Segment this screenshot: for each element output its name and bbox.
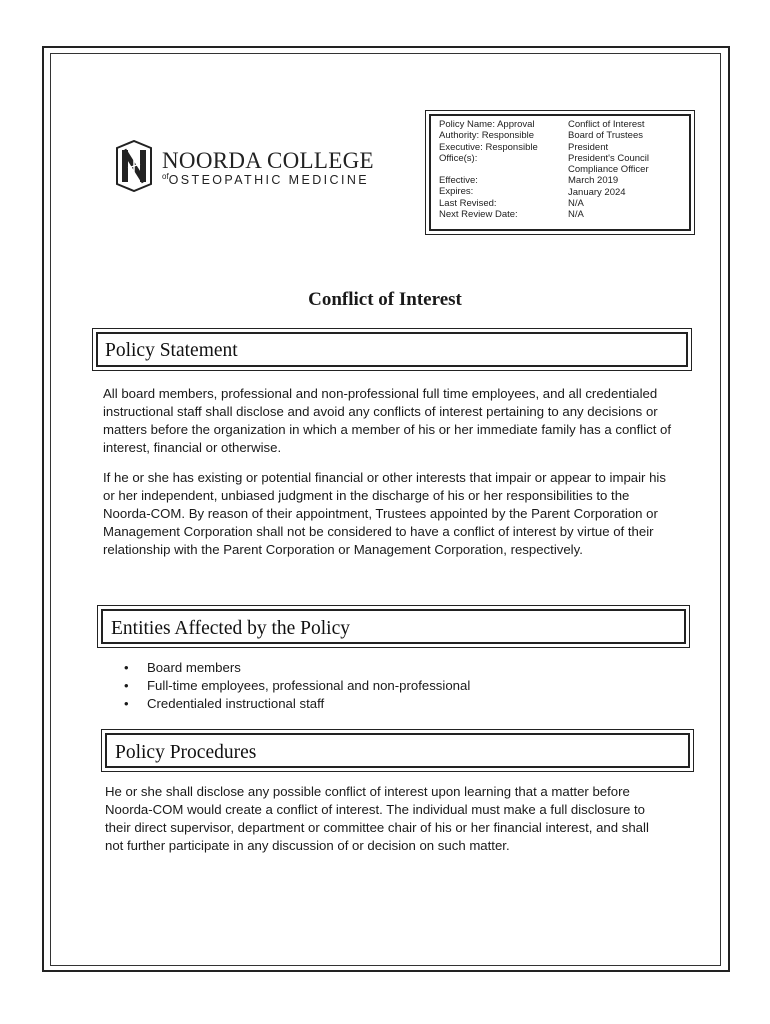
noorda-logo-mark <box>114 140 154 192</box>
college-subtitle-text: OSTEOPATHIC MEDICINE <box>168 173 369 187</box>
policy-statement-paragraph-1: All board members, professional and non-professional full time employees, and all credentialed instructional staff shall disclose and avoid any conflicts of interest pertaining to any decisions or matters before the organization in which a member of his or her immediate family has a conflict of interest, financial or otherwise. <box>103 386 672 455</box>
list-item <box>124 695 470 713</box>
entities-list <box>124 659 470 713</box>
info-value: Conflict of Interest <box>568 119 645 130</box>
info-label: Policy Name: Approval <box>439 119 535 130</box>
info-value: N/A <box>568 209 584 221</box>
info-value: March 2019 <box>568 175 619 187</box>
section-heading-procedures: Policy Procedures <box>115 742 257 763</box>
college-name: NOORDA COLLEGE <box>162 148 374 173</box>
info-label: Authority: Responsible <box>439 130 535 142</box>
bullet-icon: • <box>124 660 129 675</box>
info-label: Effective: <box>439 175 478 187</box>
policy-statement-paragraph-2: If he or she has existing or potential financial or other interests that impair or appear to impair his or her independent, unbiased judgment in the discharge of his or her responsibilities to the Noorda-COM. By reason of their appointment, Trustees appointed by the Parent Corporation or Management Corporation shall not be considered to have a conflict of interest by virtue of their relationship with the Parent Corporation or Management Corporation, respectively. <box>103 470 666 557</box>
college-subtitle-prefix: of <box>162 172 169 181</box>
section-heading-entities: Entities Affected by the Policy <box>111 618 351 639</box>
bullet-icon: • <box>124 696 129 711</box>
policy-info-values <box>568 119 649 221</box>
info-value: N/A <box>568 198 584 210</box>
info-value: President's Council <box>568 152 650 164</box>
info-label: Next Review Date: <box>439 209 518 221</box>
list-item <box>124 659 470 677</box>
document-title: Conflict of Interest <box>308 289 462 310</box>
info-value: January 2024 <box>568 186 626 198</box>
policy-info-labels <box>439 119 538 220</box>
bullet-icon: • <box>124 678 129 693</box>
list-item-text: Board members <box>147 660 241 675</box>
college-logo <box>114 140 384 196</box>
section-heading-policy-statement: Policy Statement <box>105 340 238 361</box>
list-item-text: Credentialed instructional staff <box>147 696 325 711</box>
procedures-paragraph-1: He or she shall disclose any possible conflict of interest upon learning that a matter before Noorda-COM would create a conflict of interest. The individual must make a full disclosure to their direct supervisor, department or committee chair of his or her financial interest, and shall not further participate in any discussion of or decision on such matter. <box>105 784 649 853</box>
info-label: Last Revised: <box>439 197 497 209</box>
info-label: Office(s): <box>439 152 478 164</box>
info-label: Executive: Responsible <box>439 141 538 153</box>
info-value: Board of Trustees <box>568 130 643 142</box>
list-item <box>124 677 470 695</box>
college-subtitle <box>162 173 369 187</box>
info-value: President <box>568 141 609 153</box>
info-label: Expires: <box>439 186 474 198</box>
list-item-text: Full-time employees, professional and non-professional <box>147 678 471 693</box>
info-value: Compliance Officer <box>568 164 649 176</box>
